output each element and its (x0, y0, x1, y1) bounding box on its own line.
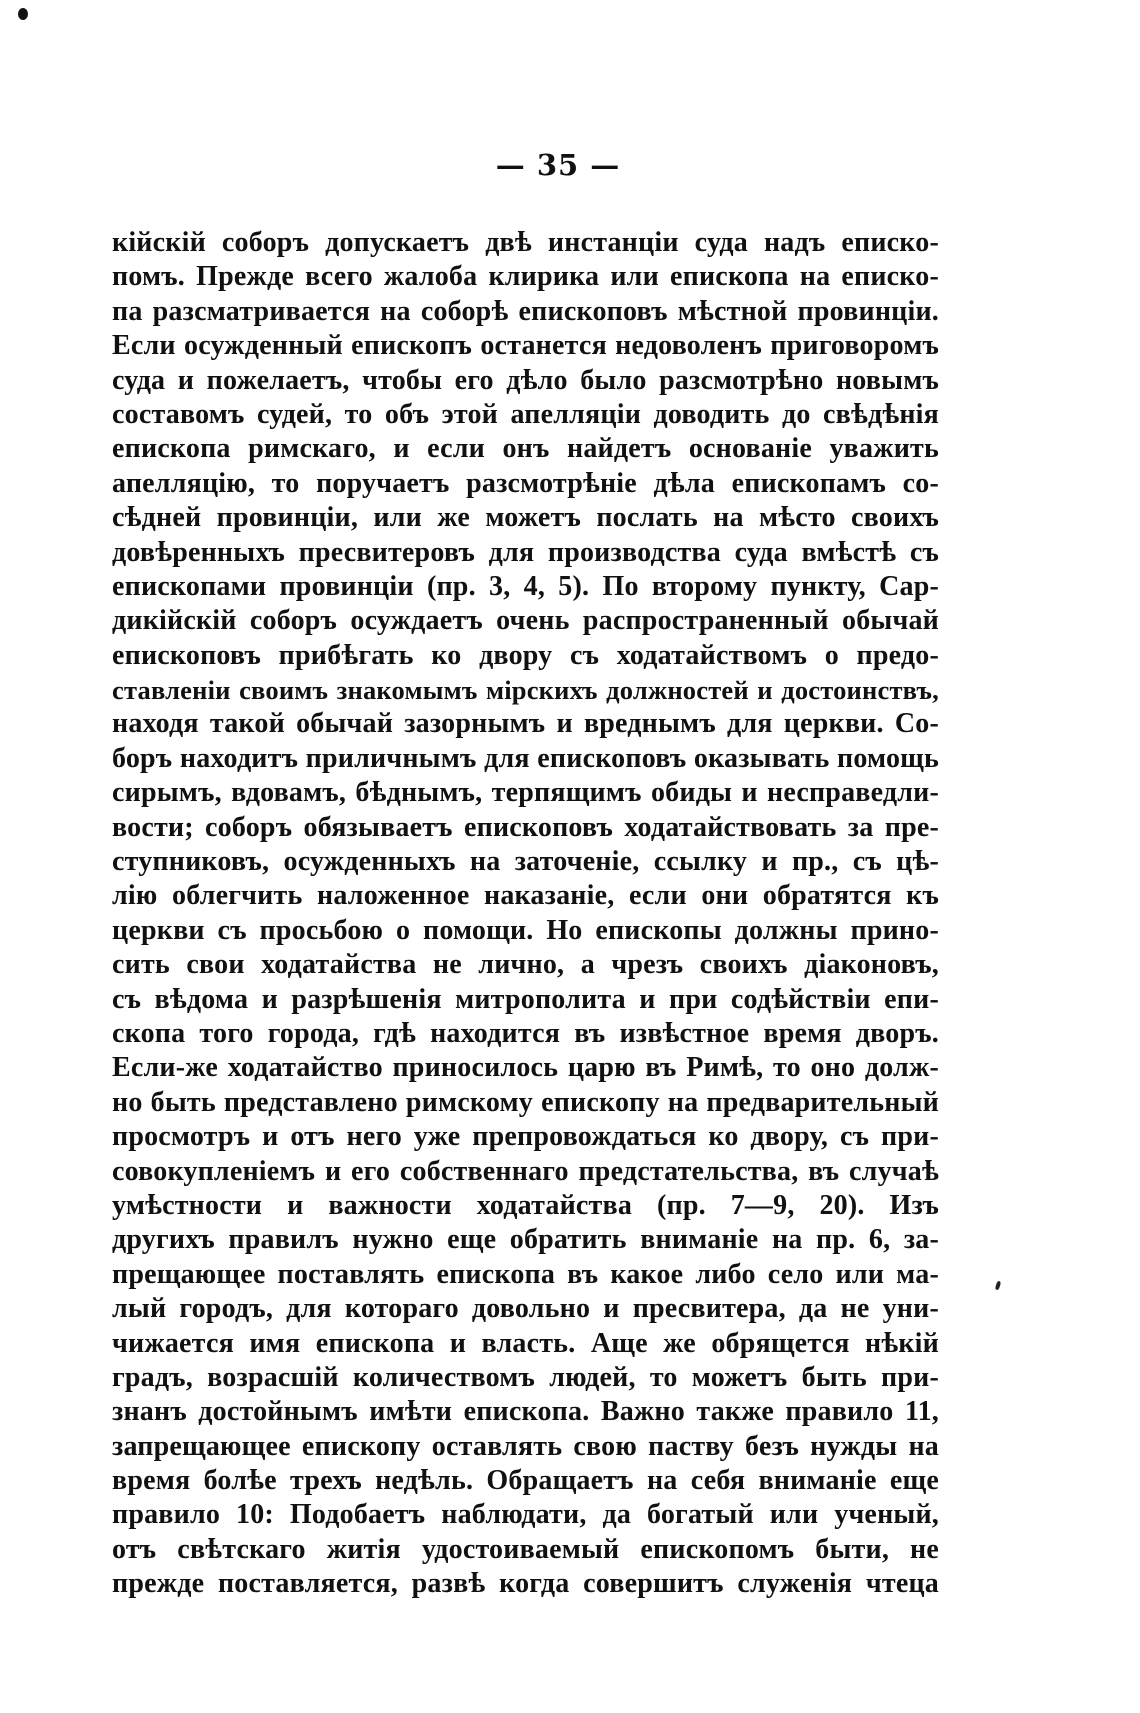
body-text (112, 226, 939, 1602)
text-line: находя такой обычай зазорнымъ и вреднымъ для церкви. Со- (112, 708, 939, 740)
text-line: епископами провинціи (пр. 3, 4, 5). По второму пункту, Сар- (112, 570, 939, 602)
text-line: ступниковъ, осужденныхъ на заточеніе, ссылку и пр., съ цѣ- (112, 846, 939, 878)
text-line: чижается имя епископа и власть. Аще же обрящется нѣкій (112, 1327, 939, 1359)
text-line: церкви съ просьбою о помощи. Но епископы должны прино- (112, 914, 939, 946)
text-line: вости; соборъ обязываетъ епископовъ ходатайствовать за пре- (112, 811, 939, 843)
text-line: запрещающее епископу оставлять свою паству безъ нужды на (112, 1430, 939, 1462)
text-line: Если осужденный епископъ останется недоволенъ приговоромъ (112, 330, 939, 362)
text-line: совокупленіемъ и его собственнаго предстательства, въ случаѣ (112, 1155, 939, 1187)
text-line: составомъ судей, то объ этой апелляціи доводить до свѣдѣнія (112, 398, 939, 430)
text-line: правило 10: Подобаетъ наблюдати, да богатый или ученый, (112, 1499, 939, 1531)
page-number-text: — 35 — (495, 148, 621, 182)
ink-speck (18, 8, 28, 20)
text-line: сирымъ, вдовамъ, бѣднымъ, терпящимъ обиды и несправедли- (112, 777, 939, 809)
text-line: прежде поставляется, развѣ когда совершитъ служенія чтеца (112, 1568, 939, 1600)
text-line: градъ, возрасшій количествомъ людей, то можетъ быть при- (112, 1361, 939, 1393)
text-line: знанъ достойнымъ имѣти епископа. Важно также правило 11, (112, 1396, 939, 1428)
text-line: дикійскій соборъ осуждаетъ очень распространенный обычай (112, 605, 939, 637)
text-line: епископа римскаго, и если онъ найдетъ основаніе уважить (112, 433, 939, 465)
text-line: скопа того города, гдѣ находится въ извѣстное время дворъ. (112, 1017, 939, 1049)
ink-speck (995, 1281, 1002, 1291)
text-line: ставленіи своимъ знакомымъ мірскихъ должностей и достоинствъ, (112, 675, 939, 706)
text-line: лый городъ, для котораго довольно и пресвитера, да не уни- (112, 1293, 939, 1325)
text-line: время болѣе трехъ недѣль. Обращаетъ на себя вниманіе еще (112, 1465, 939, 1497)
text-line: па разсматривается на соборѣ епископовъ мѣстной провинціи. (112, 295, 939, 327)
text-line: сить свои ходатайства не лично, а чрезъ своихъ діаконовъ, (112, 949, 939, 981)
text-line: другихъ правилъ нужно еще обратить вниманіе на пр. 6, за- (112, 1224, 939, 1256)
text-line: суда и пожелаетъ, чтобы его дѣло было разсмотрѣно новымъ (112, 364, 939, 396)
text-line: Если-же ходатайство приносилось царю въ Римѣ, то оно долж- (112, 1052, 939, 1084)
text-line: помъ. Прежде всего жалоба клирика или епископа на еписко- (112, 261, 939, 293)
text-line: боръ находитъ приличнымъ для епископовъ оказывать помощь (112, 742, 939, 774)
text-line: прещающее поставлять епископа въ какое либо село или ма- (112, 1258, 939, 1290)
text-line: кійскій соборъ допускаетъ двѣ инстанціи суда надъ еписко- (112, 227, 939, 258)
page-number (0, 148, 1140, 182)
text-line: просмотръ и отъ него уже препровождаться ко двору, съ при- (112, 1121, 939, 1153)
text-line: но быть представлено римскому епископу на предварительный (112, 1086, 939, 1118)
text-line: сѣдней провинціи, или же можетъ послать на мѣсто своихъ (112, 502, 939, 534)
text-line: съ вѣдома и разрѣшенія митрополита и при содѣйствіи епи- (112, 983, 939, 1015)
text-line: умѣстности и важности ходатайства (пр. 7—9, 20). Изъ (112, 1189, 939, 1221)
text-line: отъ свѣтскаго житія удостоиваемый епископомъ быти, не (112, 1533, 939, 1565)
text-line: апелляцію, то поручаетъ разсмотрѣніе дѣла епископамъ со- (112, 467, 939, 499)
text-line: довѣренныхъ пресвитеровъ для производства суда вмѣстѣ съ (112, 536, 939, 568)
text-line: епископовъ прибѣгать ко двору съ ходатайствомъ о предо- (112, 639, 939, 671)
text-line: лію облегчить наложенное наказаніе, если они обратятся къ (112, 880, 939, 912)
